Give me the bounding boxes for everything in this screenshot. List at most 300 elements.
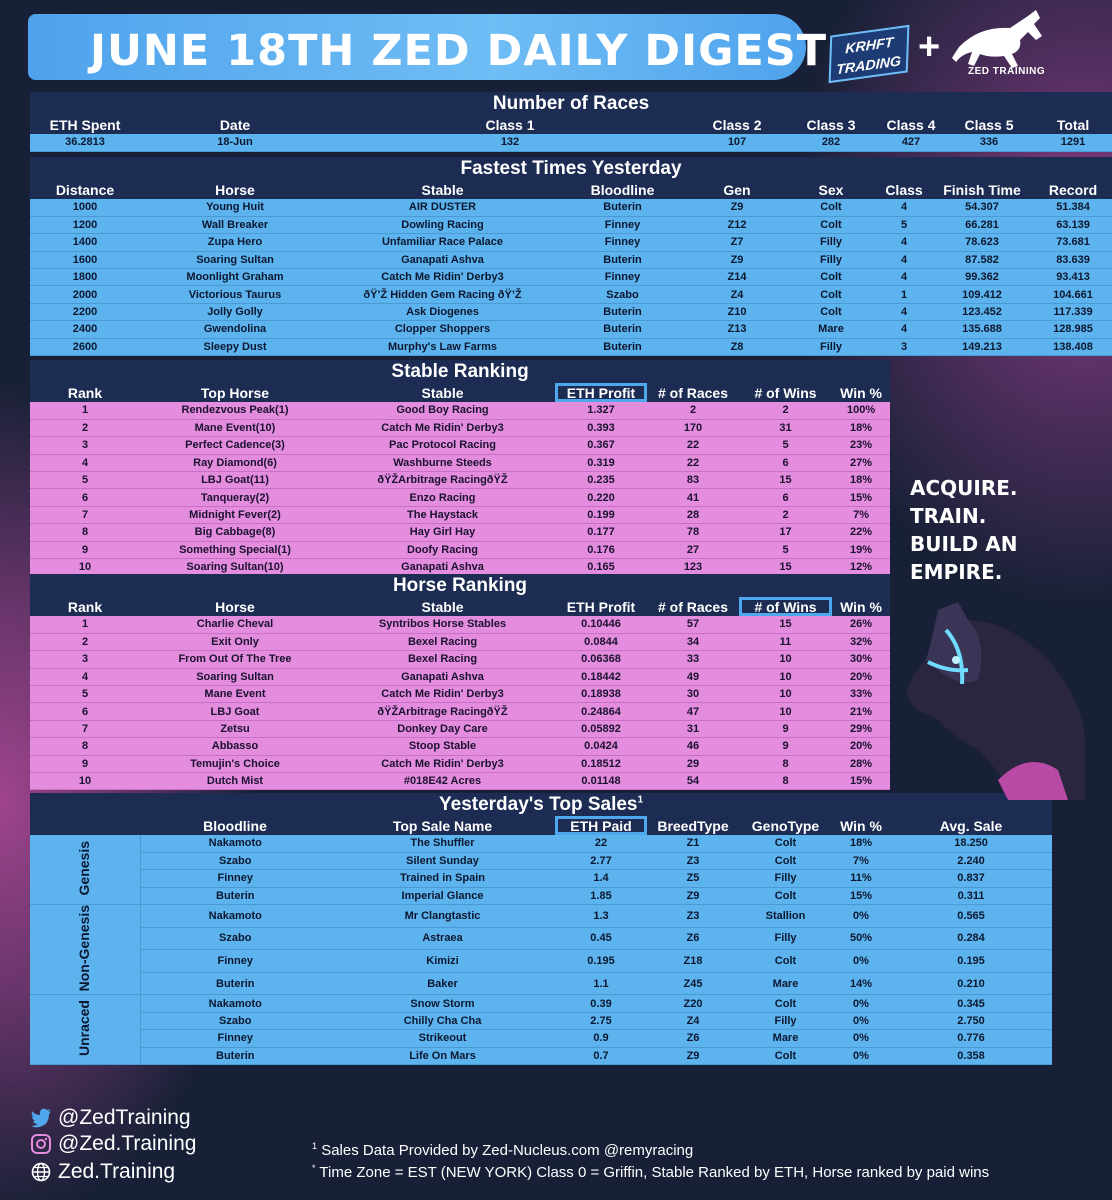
races-header-2: Class 1	[330, 115, 690, 134]
top-sales-cell: 0.9	[555, 1030, 647, 1047]
top-sales-row	[30, 835, 1052, 852]
stable_ranking-cell: 123	[647, 559, 739, 576]
stable_ranking-header-0: Rank	[30, 383, 140, 402]
fastest-row	[30, 338, 1112, 355]
fastest-cell: 3	[878, 338, 930, 355]
fastest-cell: Z4	[690, 286, 784, 303]
stable_ranking-cell: 0.235	[555, 472, 647, 489]
stable_ranking-cell: 18%	[832, 472, 890, 489]
stable_ranking-cell: 23%	[832, 437, 890, 454]
top-sales-cell: Nakamoto	[140, 995, 330, 1012]
horse_ranking-header-4: # of Races	[647, 597, 739, 616]
top-sales-cell: 0%	[832, 995, 890, 1012]
horse_ranking-cell: 10	[30, 773, 140, 790]
top-sales-cell: Colt	[739, 1047, 832, 1064]
fastest-cell: Filly	[784, 234, 878, 251]
top-sales-row	[30, 995, 1052, 1012]
footnote-1-marker: 1	[312, 1141, 318, 1151]
top-sales-row	[30, 927, 1052, 950]
fastest-cell: 149.213	[930, 338, 1034, 355]
fastest-header-8: Record	[1034, 180, 1112, 199]
horse_ranking-cell: 7	[30, 720, 140, 737]
top-sales-cell: 0.345	[890, 995, 1052, 1012]
fastest-header-2: Stable	[330, 180, 555, 199]
horse_ranking-cell: Catch Me Ridin' Derby3	[330, 686, 555, 703]
fastest-cell: 4	[878, 251, 930, 268]
top-sales-cell: Colt	[739, 852, 832, 869]
top-sales-cell: Z6	[647, 1030, 739, 1047]
fastest-row	[30, 286, 1112, 303]
top-sales-cell: 0.776	[890, 1030, 1052, 1047]
stable_ranking-row	[30, 419, 890, 436]
races-title: Number of Races	[30, 92, 1112, 115]
sales-group-label-text: Unraced	[76, 1000, 93, 1057]
races-cell: 132	[330, 134, 690, 151]
top-sales-cell: 0.837	[890, 870, 1052, 887]
footnote-2-marker: *	[312, 1163, 316, 1173]
fastest-cell: Buterin	[555, 338, 690, 355]
horse-ranking-title: Horse Ranking	[30, 574, 890, 597]
horse_ranking-cell: 4	[30, 668, 140, 685]
top-sales-cell: Strikeout	[330, 1030, 555, 1047]
stable_ranking-cell: Pac Protocol Racing	[330, 437, 555, 454]
top-sales-cell: Trained in Spain	[330, 870, 555, 887]
fastest-cell: 78.623	[930, 234, 1034, 251]
horse_ranking-cell: 33%	[832, 686, 890, 703]
top-sales-cell: 0.210	[890, 972, 1052, 995]
footnote-2-text: Time Zone = EST (NEW YORK) Class 0 = Griffin, Stable Ranked by ETH, Horse ranked by paid wins	[319, 1164, 990, 1181]
fastest-cell: 93.413	[1034, 269, 1112, 286]
horse_ranking-cell: 6	[30, 703, 140, 720]
top-sales-row	[30, 852, 1052, 869]
top-sales-cell: Z6	[647, 927, 739, 950]
horse_ranking-cell: 10	[739, 668, 832, 685]
fastest-cell: 1000	[30, 199, 140, 216]
stable-ranking-table	[30, 360, 890, 576]
stable_ranking-row	[30, 472, 890, 489]
top-sales-cell: 2.750	[890, 1012, 1052, 1029]
top-sales-cell: The Shuffler	[330, 835, 555, 852]
top-sales-cell: Filly	[739, 870, 832, 887]
stable_ranking-cell: Mane Event(10)	[140, 419, 330, 436]
top-sales-cell: Z9	[647, 887, 739, 904]
fastest-cell: 2600	[30, 338, 140, 355]
races-table	[30, 92, 1112, 152]
horse_ranking-cell: 46	[647, 738, 739, 755]
tagline-line-3: BUILD AN EMPIRE.	[910, 532, 1018, 584]
fastest-cell: Z9	[690, 199, 784, 216]
stable_ranking-header-5: # of Wins	[739, 383, 832, 402]
zed-training-label: ZED TRAINING	[968, 66, 1046, 77]
top-sales-cell: 0.7	[555, 1047, 647, 1064]
horse_ranking-cell: 34	[647, 633, 739, 650]
horse-ranking-table	[30, 574, 890, 790]
horse_ranking-cell: 3	[30, 651, 140, 668]
horse-head-illustration	[898, 600, 1085, 800]
fastest-cell: 4	[878, 269, 930, 286]
top-sales-cell: Finney	[140, 1030, 330, 1047]
fastest-cell: 123.452	[930, 303, 1034, 320]
horse_ranking-cell: 30	[647, 686, 739, 703]
fastest-row	[30, 269, 1112, 286]
fastest-cell: 4	[878, 199, 930, 216]
stable_ranking-cell: 0.199	[555, 506, 647, 523]
fastest-row	[30, 303, 1112, 320]
fastest-cell: 83.639	[1034, 251, 1112, 268]
stable_ranking-row	[30, 541, 890, 558]
stable_ranking-cell: 15	[739, 559, 832, 576]
stable_ranking-cell: Big Cabbage(8)	[140, 524, 330, 541]
fastest-cell: Mare	[784, 321, 878, 338]
top-sales-cell: Z45	[647, 972, 739, 995]
top-sales-cell: 1.4	[555, 870, 647, 887]
horse_ranking-cell: ðŸŽArbitrage RacingðŸŽ	[330, 703, 555, 720]
top-sales-cell: 15%	[832, 887, 890, 904]
top-sales-cell: 0%	[832, 1047, 890, 1064]
stable_ranking-cell: Tanqueray(2)	[140, 489, 330, 506]
stable_ranking-cell: 8	[30, 524, 140, 541]
stable_ranking-header-4: # of Races	[647, 383, 739, 402]
fastest-times-table	[30, 157, 1112, 356]
horse_ranking-cell: 15%	[832, 773, 890, 790]
horse_ranking-row	[30, 703, 890, 720]
races-header-6: Class 5	[944, 115, 1034, 134]
top-sales-cell: 0%	[832, 1012, 890, 1029]
top-sales-row	[30, 950, 1052, 973]
top-sales-cell: Imperial Glance	[330, 887, 555, 904]
stable_ranking-cell: 28	[647, 506, 739, 523]
horse_ranking-cell: 10	[739, 686, 832, 703]
fastest-cell: Soaring Sultan	[140, 251, 330, 268]
top-sales-row	[30, 870, 1052, 887]
stable_ranking-cell: 2	[739, 506, 832, 523]
horse_ranking-cell: 2	[30, 633, 140, 650]
horse_ranking-cell: 32%	[832, 633, 890, 650]
horse_ranking-cell: 0.10446	[555, 616, 647, 633]
fastest-cell: Z7	[690, 234, 784, 251]
fastest-cell: Buterin	[555, 321, 690, 338]
top-sales-cell: Z5	[647, 870, 739, 887]
horse_ranking-cell: Bexel Racing	[330, 651, 555, 668]
stable_ranking-cell: 9	[30, 541, 140, 558]
fastest-header-4: Gen	[690, 180, 784, 199]
sales-group-label-text: Genesis	[76, 840, 93, 896]
horse_ranking-header-1: Horse	[140, 597, 330, 616]
horse_ranking-header-6: Win %	[832, 597, 890, 616]
stable_ranking-cell: 0.176	[555, 541, 647, 558]
horse_ranking-cell: 0.0424	[555, 738, 647, 755]
horse_ranking-row	[30, 773, 890, 790]
horse_ranking-cell: 20%	[832, 738, 890, 755]
stable_ranking-cell: Hay Girl Hay	[330, 524, 555, 541]
top-sales-header-5: Win %	[832, 816, 890, 835]
top-sales-cell: 0.45	[555, 927, 647, 950]
fastest-cell: Z12	[690, 216, 784, 233]
horse_ranking-cell: From Out Of The Tree	[140, 651, 330, 668]
twitter-handle[interactable]	[30, 1106, 191, 1130]
horse_ranking-cell: Ganapati Ashva	[330, 668, 555, 685]
stable_ranking-cell: 19%	[832, 541, 890, 558]
fastest-cell: 54.307	[930, 199, 1034, 216]
fastest-header-6: Class	[878, 180, 930, 199]
fastest-cell: Colt	[784, 286, 878, 303]
races-cell: 336	[944, 134, 1034, 151]
stable_ranking-cell: Good Boy Racing	[330, 402, 555, 419]
fastest-cell: 109.412	[930, 286, 1034, 303]
stable_ranking-cell: 27	[647, 541, 739, 558]
website-text: Zed.Training	[58, 1160, 176, 1183]
fastest-cell: Gwendolina	[140, 321, 330, 338]
fastest-cell: 2200	[30, 303, 140, 320]
fastest-cell: Jolly Golly	[140, 303, 330, 320]
top-sales-cell: 1.3	[555, 905, 647, 928]
horse_ranking-row	[30, 755, 890, 772]
top-sales-row	[30, 887, 1052, 904]
stable_ranking-cell: 1	[30, 402, 140, 419]
stable_ranking-cell: 5	[739, 541, 832, 558]
top-sales-cell: 11%	[832, 870, 890, 887]
horse_ranking-cell: 1	[30, 616, 140, 633]
sales-group-label	[30, 995, 140, 1065]
horse_ranking-cell: Zetsu	[140, 720, 330, 737]
top-sales-cell: 0.565	[890, 905, 1052, 928]
horse_ranking-cell: 47	[647, 703, 739, 720]
top-sales-cell: Life On Mars	[330, 1047, 555, 1064]
horse_ranking-cell: 57	[647, 616, 739, 633]
fastest-cell: 63.139	[1034, 216, 1112, 233]
top-sales-cell: Z3	[647, 905, 739, 928]
horse_ranking-cell: 31	[647, 720, 739, 737]
horse_ranking-cell: 33	[647, 651, 739, 668]
stable_ranking-row	[30, 489, 890, 506]
horse_ranking-header-2: Stable	[330, 597, 555, 616]
top-sales-header-2: ETH Paid	[555, 816, 647, 835]
horse_ranking-cell: 8	[739, 755, 832, 772]
stable_ranking-cell: 6	[739, 489, 832, 506]
top-sales-cell: Baker	[330, 972, 555, 995]
races-cell: 1291	[1034, 134, 1112, 151]
stable_ranking-cell: 0.367	[555, 437, 647, 454]
horse_ranking-cell: 0.01148	[555, 773, 647, 790]
horse_ranking-row	[30, 668, 890, 685]
top-sales-cell: Z18	[647, 950, 739, 973]
horse_ranking-cell: 0.18938	[555, 686, 647, 703]
horse_ranking-cell: 11	[739, 633, 832, 650]
horse_ranking-cell: Soaring Sultan	[140, 668, 330, 685]
horse_ranking-cell: 26%	[832, 616, 890, 633]
fastest-row	[30, 199, 1112, 216]
fastest-cell: Dowling Racing	[330, 216, 555, 233]
fastest-title: Fastest Times Yesterday	[30, 157, 1112, 180]
top-sales-cell: Stallion	[739, 905, 832, 928]
horse_ranking-cell: Exit Only	[140, 633, 330, 650]
fastest-header-5: Sex	[784, 180, 878, 199]
top-sales-cell: Finney	[140, 950, 330, 973]
horse_ranking-row	[30, 616, 890, 633]
stable_ranking-cell: 18%	[832, 419, 890, 436]
stable_ranking-cell: 2	[739, 402, 832, 419]
top-sales-cell: 0.195	[555, 950, 647, 973]
top-sales-header-3: BreedType	[647, 816, 739, 835]
stable_ranking-header-3: ETH Profit	[555, 383, 647, 402]
horse_ranking-cell: 8	[30, 738, 140, 755]
footnote-1-text: Sales Data Provided by Zed-Nucleus.com @remyracing	[321, 1142, 694, 1159]
fastest-cell: 5	[878, 216, 930, 233]
top-sales-cell: 22	[555, 835, 647, 852]
stable_ranking-cell: 2	[30, 419, 140, 436]
fastest-cell: AIR DUSTER	[330, 199, 555, 216]
stable_ranking-cell: 0.165	[555, 559, 647, 576]
fastest-cell: 1600	[30, 251, 140, 268]
top-sales-cell: Nakamoto	[140, 835, 330, 852]
fastest-header-7: Finish Time	[930, 180, 1034, 199]
races-header-4: Class 3	[784, 115, 878, 134]
stable_ranking-cell: 7%	[832, 506, 890, 523]
fastest-cell: Finney	[555, 234, 690, 251]
stable_ranking-cell: 83	[647, 472, 739, 489]
horse_ranking-cell: Syntribos Horse Stables	[330, 616, 555, 633]
stable_ranking-cell: Enzo Racing	[330, 489, 555, 506]
stable_ranking-cell: 170	[647, 419, 739, 436]
top-sales-row	[30, 1030, 1052, 1047]
fastest-cell: Unfamiliar Race Palace	[330, 234, 555, 251]
fastest-cell: 51.384	[1034, 199, 1112, 216]
twitter-icon	[30, 1107, 52, 1129]
races-header-1: Date	[140, 115, 330, 134]
fastest-cell: 117.339	[1034, 303, 1112, 320]
stable_ranking-cell: ðŸŽArbitrage RacingðŸŽ	[330, 472, 555, 489]
stable_ranking-cell: 0.220	[555, 489, 647, 506]
horse_ranking-cell: 49	[647, 668, 739, 685]
stable_ranking-cell: 0.319	[555, 454, 647, 471]
sales-group-label	[30, 905, 140, 995]
fastest-header-0: Distance	[30, 180, 140, 199]
fastest-cell: Colt	[784, 216, 878, 233]
horse_ranking-cell: 9	[739, 720, 832, 737]
horse_ranking-cell: Mane Event	[140, 686, 330, 703]
horse_ranking-cell: 15	[739, 616, 832, 633]
top-sales-header-0: Bloodline	[140, 816, 330, 835]
stable_ranking-row	[30, 402, 890, 419]
fastest-cell: 1200	[30, 216, 140, 233]
races-header-3: Class 2	[690, 115, 784, 134]
tagline-line-1: ACQUIRE.	[910, 476, 1018, 500]
top-sales-cell: 14%	[832, 972, 890, 995]
stable_ranking-cell: 3	[30, 437, 140, 454]
website-link[interactable]	[30, 1160, 175, 1184]
stable_ranking-cell: Soaring Sultan(10)	[140, 559, 330, 576]
horse_ranking-cell: 54	[647, 773, 739, 790]
top-sales-cell: Szabo	[140, 852, 330, 869]
top-sales-table	[30, 793, 1052, 1065]
stable_ranking-row	[30, 454, 890, 471]
stable_ranking-cell: 15%	[832, 489, 890, 506]
stable_ranking-cell: 5	[739, 437, 832, 454]
fastest-cell: 4	[878, 303, 930, 320]
top-sales-cell: 0%	[832, 1030, 890, 1047]
top-sales-cell: 1.85	[555, 887, 647, 904]
horse_ranking-cell: 5	[30, 686, 140, 703]
fastest-cell: 2400	[30, 321, 140, 338]
stable_ranking-cell: 7	[30, 506, 140, 523]
top-sales-cell: Buterin	[140, 887, 330, 904]
stable_ranking-cell: Washburne Steeds	[330, 454, 555, 471]
top-sales-cell: 18.250	[890, 835, 1052, 852]
top-sales-cell: Buterin	[140, 972, 330, 995]
stable_ranking-cell: 41	[647, 489, 739, 506]
horse_ranking-header-3: ETH Profit	[555, 597, 647, 616]
stable_ranking-cell: Perfect Cadence(3)	[140, 437, 330, 454]
top-sales-cell: Z1	[647, 835, 739, 852]
horse_ranking-header-0: Rank	[30, 597, 140, 616]
stable_ranking-cell: 22	[647, 437, 739, 454]
top-sales-cell: 0.195	[890, 950, 1052, 973]
horse_ranking-cell: Stoop Stable	[330, 738, 555, 755]
tagline-line-2: TRAIN.	[910, 504, 987, 528]
races-cell: 282	[784, 134, 878, 151]
fastest-header-3: Bloodline	[555, 180, 690, 199]
horse_ranking-cell: Temujin's Choice	[140, 755, 330, 772]
top-sales-header-6: Avg. Sale	[890, 816, 1052, 835]
horse_ranking-cell: 0.0844	[555, 633, 647, 650]
top-sales-header-1: Top Sale Name	[330, 816, 555, 835]
horse_ranking-cell: 10	[739, 703, 832, 720]
stable_ranking-cell: 27%	[832, 454, 890, 471]
fastest-cell: Finney	[555, 216, 690, 233]
top-sales-cell: Buterin	[140, 1047, 330, 1064]
fastest-cell: Finney	[555, 269, 690, 286]
top-sales-cell: Z4	[647, 1012, 739, 1029]
fastest-cell: 4	[878, 321, 930, 338]
top-sales-cell: 1.1	[555, 972, 647, 995]
top-sales-header-4: GenoType	[739, 816, 832, 835]
top-sales-cell: Z20	[647, 995, 739, 1012]
footnote-timezone	[312, 1163, 989, 1181]
top-sales-row	[30, 905, 1052, 928]
stable_ranking-cell: Ganapati Ashva	[330, 559, 555, 576]
fastest-row	[30, 251, 1112, 268]
stable_ranking-cell: 17	[739, 524, 832, 541]
top-sales-cell: 18%	[832, 835, 890, 852]
top-sales-cell: 2.77	[555, 852, 647, 869]
stable_ranking-cell: Rendezvous Peak(1)	[140, 402, 330, 419]
top-sales-title-sup: 1	[637, 794, 644, 806]
stable_ranking-cell: Catch Me Ridin' Derby3	[330, 419, 555, 436]
top-sales-row	[30, 972, 1052, 995]
stable_ranking-row	[30, 524, 890, 541]
stable_ranking-cell: 31	[739, 419, 832, 436]
fastest-cell: Z9	[690, 251, 784, 268]
twitter-handle-text: @ZedTraining	[58, 1106, 191, 1129]
instagram-icon	[30, 1133, 52, 1155]
stable-ranking-title: Stable Ranking	[30, 360, 890, 383]
instagram-handle-text: @Zed.Training	[58, 1132, 197, 1155]
top-sales-cell: Chilly Cha Cha	[330, 1012, 555, 1029]
krhft-trading-logo: KRHFT TRADING	[829, 25, 910, 83]
instagram-handle[interactable]	[30, 1132, 196, 1156]
races-cell: 427	[878, 134, 944, 151]
horse_ranking-cell: 9	[30, 755, 140, 772]
fastest-cell: Wall Breaker	[140, 216, 330, 233]
horse_ranking-cell: Charlie Cheval	[140, 616, 330, 633]
horse_ranking-cell: 29	[647, 755, 739, 772]
fastest-cell: 128.985	[1034, 321, 1112, 338]
stable_ranking-header-6: Win %	[832, 383, 890, 402]
top-sales-cell: Snow Storm	[330, 995, 555, 1012]
stable_ranking-cell: 12%	[832, 559, 890, 576]
fastest-cell: Colt	[784, 303, 878, 320]
fastest-cell: Colt	[784, 269, 878, 286]
